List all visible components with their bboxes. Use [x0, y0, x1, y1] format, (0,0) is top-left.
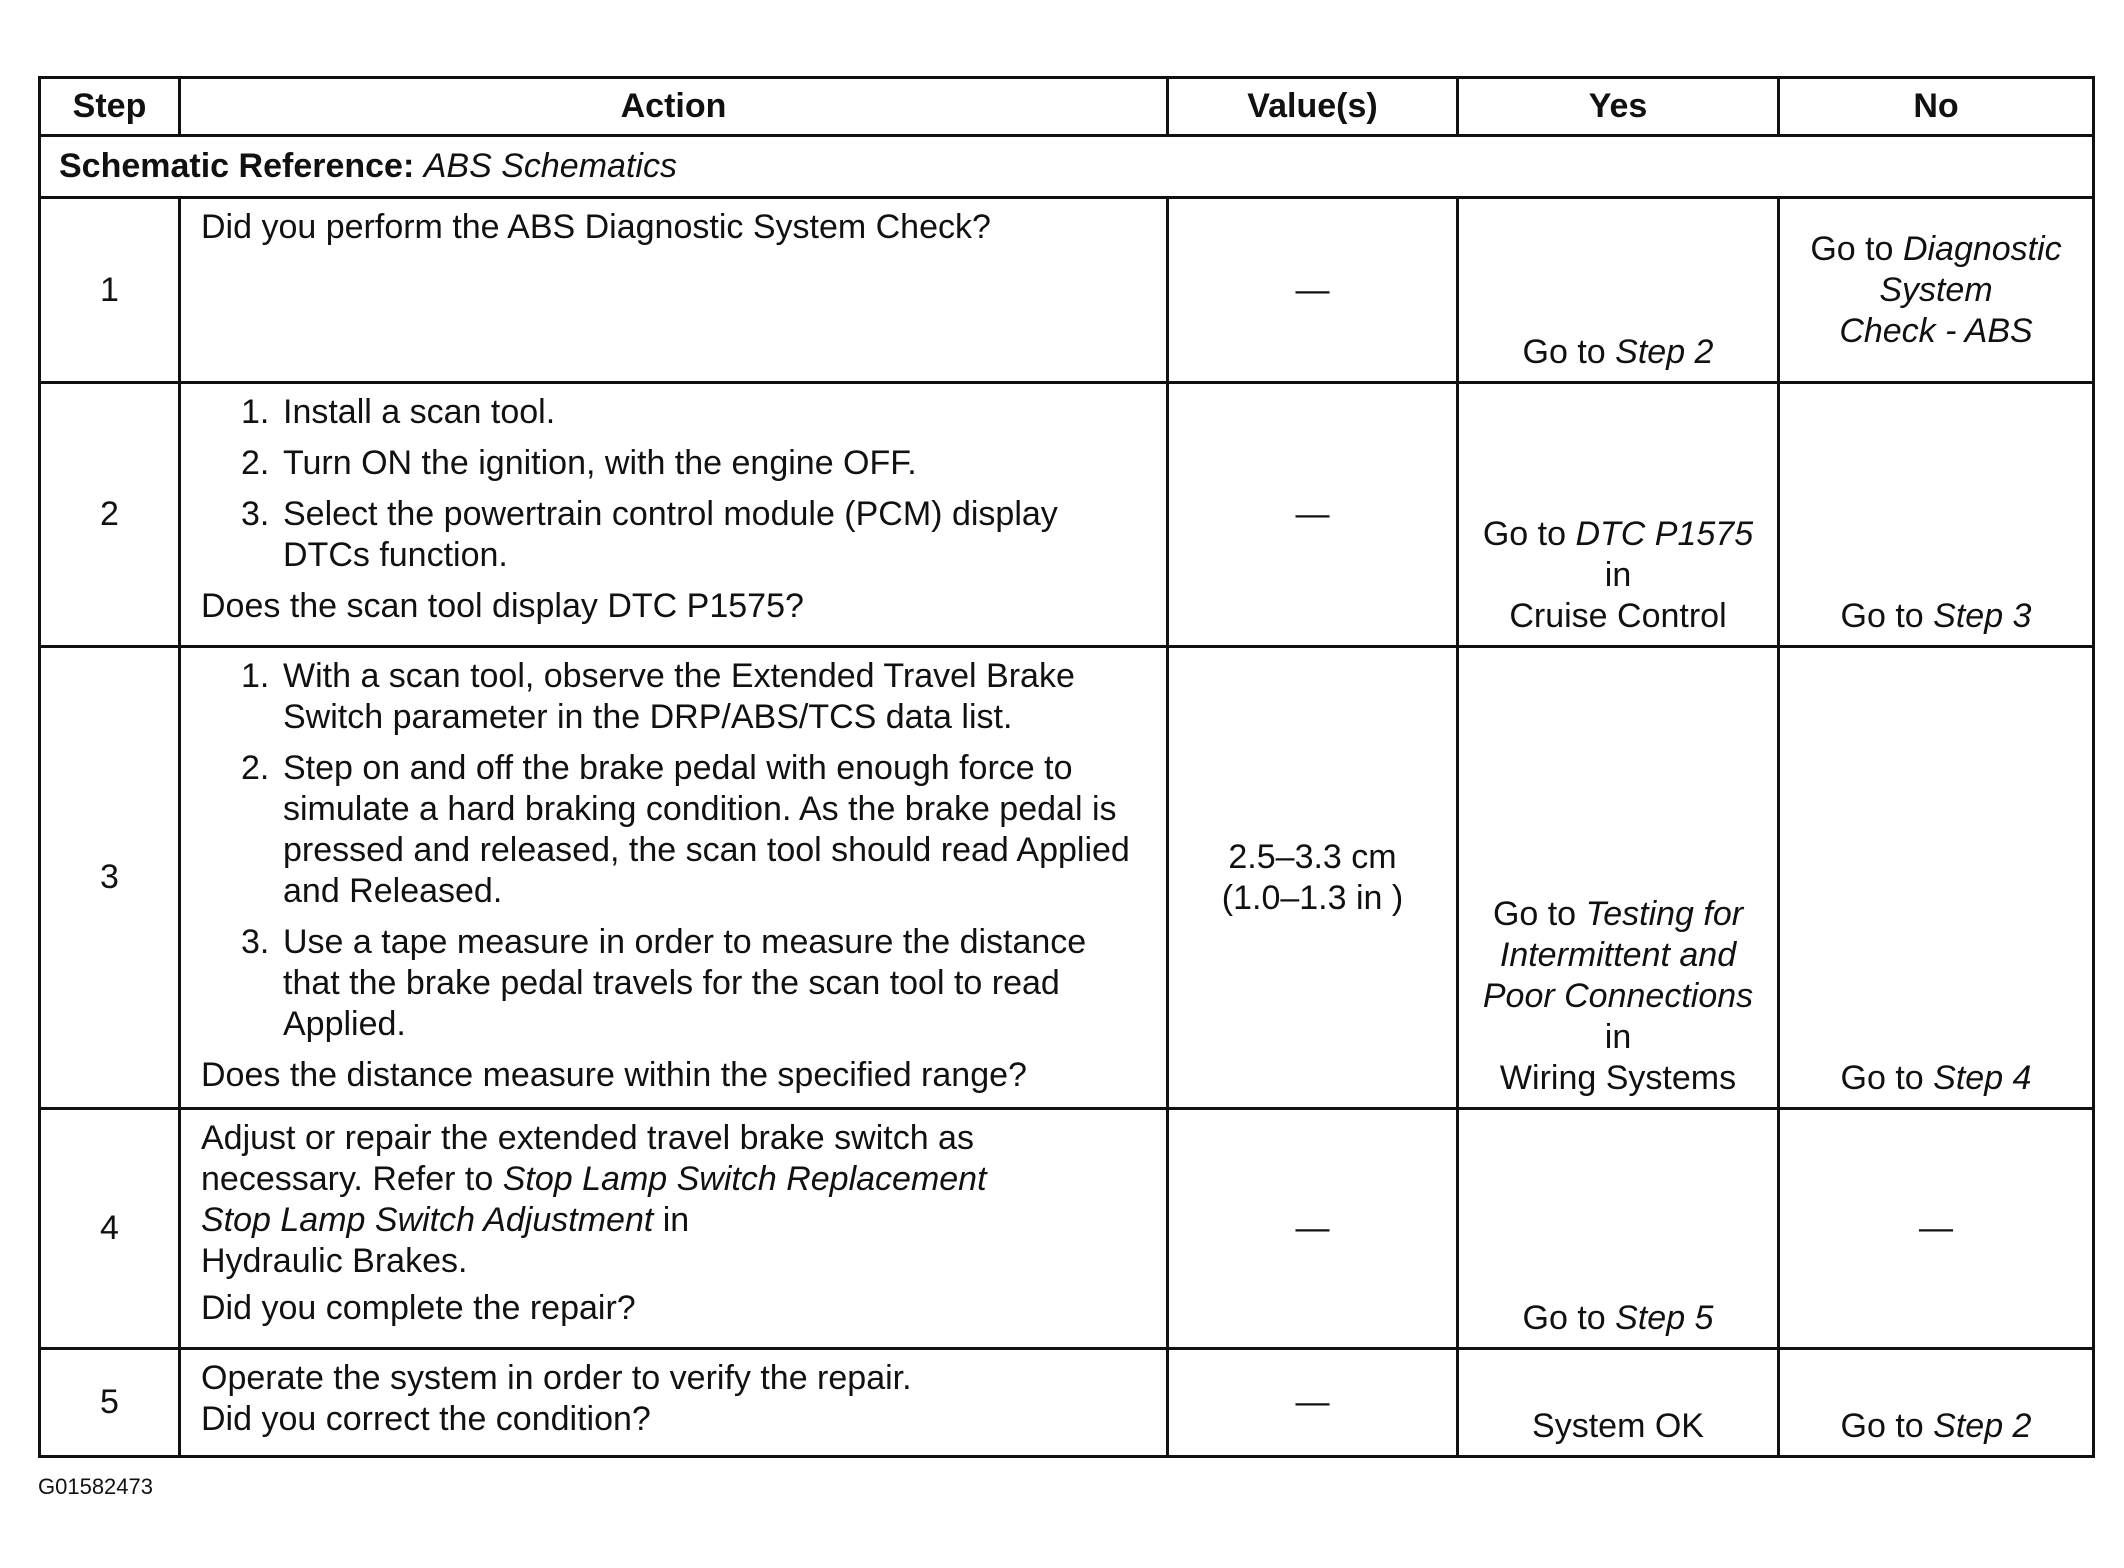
table-row — [40, 198, 2094, 383]
action-cell — [180, 198, 1168, 383]
action-link[interactable]: Stop Lamp Switch Adjustment — [201, 1201, 654, 1239]
schematic-reference-row — [40, 136, 2094, 198]
value-cell: — — [1168, 383, 1458, 647]
value-imperial: (1.0–1.3 in ) — [1221, 878, 1404, 917]
yes-cell — [1458, 383, 1779, 647]
step-number: 2 — [40, 383, 180, 647]
header-values: Value(s) — [1168, 78, 1458, 136]
yes-link-line2[interactable]: Intermittent and — [1499, 936, 1737, 974]
list-item: 3. Select the powertrain control module (PCM) display DTCs function. — [241, 495, 1058, 574]
yes-prefix: Go to — [1522, 333, 1606, 371]
action-cell — [180, 383, 1168, 647]
yes-link[interactable]: Step 5 — [1615, 1299, 1714, 1337]
header-no: No — [1779, 78, 2094, 136]
yes-link[interactable]: Step 2 — [1615, 333, 1714, 371]
yes-cell: System OK — [1458, 1349, 1779, 1457]
action-question: Did you perform the ABS Diagnostic System Check? — [201, 208, 991, 246]
table-row — [40, 647, 2094, 1109]
action-question: Did you complete the repair? — [201, 1289, 636, 1327]
list-item: 2. Step on and off the brake pedal with enough force to simulate a hard braking condition. As the brake pedal is pressed and released, the scan tool should read Applied and Released. — [241, 749, 1130, 910]
header-row — [40, 78, 2094, 136]
yes-prefix: Go to — [1492, 895, 1577, 933]
header-step: Step — [40, 78, 180, 136]
yes-cell — [1458, 647, 1779, 1109]
yes-section: Cruise Control — [1509, 597, 1727, 635]
action-line: Adjust or repair the extended travel brake switch as — [201, 1119, 974, 1157]
no-prefix: Go to — [1840, 1407, 1924, 1445]
no-link-line2[interactable]: System — [1879, 270, 1993, 309]
action-cell — [180, 1109, 1168, 1349]
yes-link-line3[interactable]: Poor Connections — [1482, 977, 1754, 1015]
action-cell — [180, 1349, 1168, 1457]
no-cell — [1779, 198, 2094, 383]
no-link-line3[interactable]: Check - ABS — [1839, 311, 2033, 350]
yes-link[interactable]: Testing for — [1585, 895, 1744, 933]
action-question: Does the scan tool display DTC P1575? — [201, 587, 804, 625]
no-cell: — — [1779, 1109, 2094, 1349]
header-yes: Yes — [1458, 78, 1779, 136]
yes-cell — [1458, 198, 1779, 383]
yes-prefix: Go to — [1522, 1299, 1606, 1337]
yes-in: in — [1604, 1018, 1632, 1056]
schematic-reference — [40, 136, 2094, 198]
yes-prefix: Go to — [1482, 515, 1567, 553]
step-number: 3 — [40, 647, 180, 1109]
no-link[interactable]: Step 4 — [1933, 1059, 2032, 1097]
no-cell — [1779, 383, 2094, 647]
value-cell: — — [1168, 1349, 1458, 1457]
schematic-label: Schematic Reference: — [59, 147, 415, 185]
value-metric: 2.5–3.3 cm — [1228, 837, 1397, 876]
no-link[interactable]: Diagnostic — [1902, 229, 2062, 268]
action-line: Hydraulic Brakes. — [201, 1242, 468, 1280]
no-prefix: Go to — [1810, 229, 1894, 268]
header-action: Action — [180, 78, 1168, 136]
table-row — [40, 383, 2094, 647]
value-cell: — — [1168, 198, 1458, 383]
action-steps-list — [201, 656, 1152, 1045]
no-prefix: Go to — [1840, 1059, 1924, 1097]
no-prefix: Go to — [1840, 597, 1924, 635]
action-link[interactable]: Stop Lamp Switch Replacement — [502, 1160, 987, 1198]
no-cell — [1779, 1349, 2094, 1457]
step-number: 4 — [40, 1109, 180, 1349]
no-link[interactable]: Step 2 — [1933, 1407, 2032, 1445]
yes-link[interactable]: DTC P1575 — [1575, 515, 1754, 553]
action-steps-list — [201, 392, 1152, 576]
schematic-link[interactable]: ABS Schematics — [423, 147, 677, 185]
value-cell: — — [1168, 1109, 1458, 1349]
step-number: 1 — [40, 198, 180, 383]
no-cell — [1779, 647, 2094, 1109]
list-item: 1. With a scan tool, observe the Extended Travel Brake Switch parameter in the DRP/ABS/TCS data list. — [241, 657, 1075, 736]
yes-in: in — [1604, 556, 1632, 594]
figure-id: G01582473 — [38, 1474, 153, 1499]
step-number: 5 — [40, 1349, 180, 1457]
list-item: 3. Use a tape measure in order to measure the distance that the brake pedal travels for the scan tool to read Applied. — [241, 923, 1087, 1043]
yes-cell — [1458, 1109, 1779, 1349]
action-text: in — [662, 1201, 690, 1239]
list-item: 2. Turn ON the ignition, with the engine OFF. — [241, 444, 917, 482]
diagnostic-table — [38, 76, 2095, 1458]
action-question: Did you correct the condition? — [201, 1400, 651, 1438]
table-row — [40, 1349, 2094, 1457]
action-text: necessary. Refer to — [201, 1160, 494, 1198]
yes-section: Wiring Systems — [1499, 1059, 1737, 1097]
list-item: 1. Install a scan tool. — [241, 393, 556, 431]
table-row — [40, 1109, 2094, 1349]
action-cell — [180, 647, 1168, 1109]
no-link[interactable]: Step 3 — [1933, 597, 2032, 635]
action-question: Does the distance measure within the specified range? — [201, 1056, 1027, 1094]
value-cell — [1168, 647, 1458, 1109]
action-line: Operate the system in order to verify the repair. — [201, 1359, 912, 1397]
